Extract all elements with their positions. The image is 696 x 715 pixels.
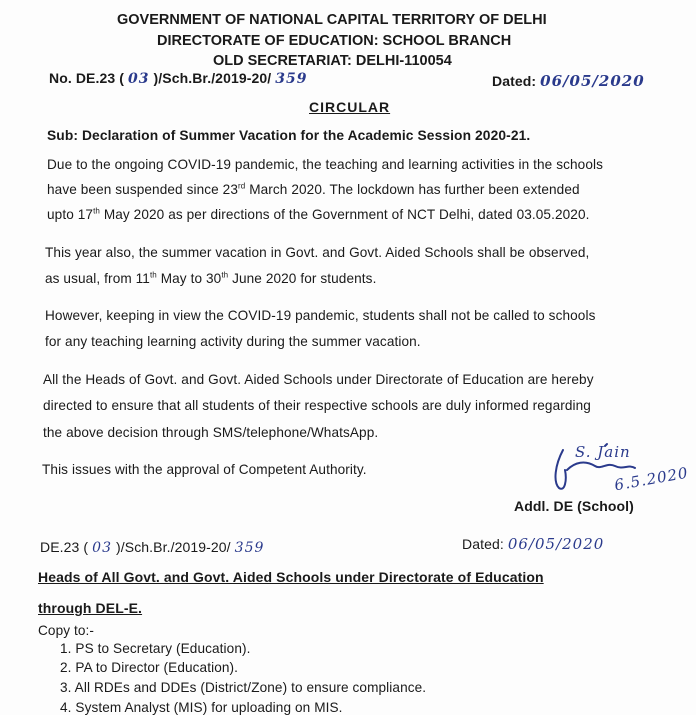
- para2-line1: This year also, the summer vacation in Govt. and Govt. Aided Schools shall be observed,: [45, 245, 590, 260]
- signature-date: 6.5.2020: [613, 463, 690, 495]
- copy-to-item: 1. PS to Secretary (Education).: [60, 641, 251, 656]
- para3-line2: for any teaching learning activity during the summer vacation.: [45, 334, 421, 349]
- reference-number-2: DE.23 ( 03 )/Sch.Br./2019-20/ 359: [40, 539, 265, 556]
- para4-line3: the above decision through SMS/telephone/WhatsApp.: [43, 425, 379, 440]
- ref-handwritten-serial: 359: [275, 71, 308, 87]
- para4-line2: directed to ensure that all students of their respective schools are duly informed regarding: [43, 398, 591, 413]
- para3-line1: However, keeping in view the COVID-19 pandemic, students shall not be called to schools: [45, 308, 596, 323]
- para2-line2: as usual, from 11th May to 30th June 2020 for students.: [45, 270, 377, 286]
- copy-to-item: 3. All RDEs and DDEs (District/Zone) to ensure compliance.: [60, 680, 427, 695]
- ref2-handwritten-serial: 359: [234, 540, 265, 556]
- copy-to-item: 2. PA to Director (Education).: [60, 660, 239, 675]
- approval-line: This issues with the approval of Competent Authority.: [42, 462, 367, 477]
- para1-line3: upto 17th May 2020 as per directions of the Government of NCT Delhi, dated 03.05.2020.: [47, 206, 590, 222]
- page-title: CIRCULAR: [309, 99, 391, 115]
- recipients-line2: through DEL-E.: [38, 600, 143, 616]
- recipients-line1: Heads of All Govt. and Govt. Aided Schools under Directorate of Education: [38, 569, 544, 585]
- para1-line1: Due to the ongoing COVID-19 pandemic, the teaching and learning activities in the schools: [47, 157, 604, 172]
- ref2-handwritten-date: 06/05/2020: [507, 535, 605, 553]
- reference-date: Dated: 06/05/2020: [492, 72, 645, 90]
- header-line-3: OLD SECRETARIAT: DELHI-110054: [213, 53, 452, 69]
- para1-line2: have been suspended since 23rd March 2020. The lockdown has further been extended: [47, 181, 580, 197]
- header-line-2: DIRECTORATE OF EDUCATION: SCHOOL BRANCH: [157, 33, 512, 49]
- signatory-designation: Addl. DE (School): [514, 498, 634, 514]
- copy-to-item: 4. System Analyst (MIS) for uploading on MIS.: [60, 700, 343, 715]
- reference-date-2: Dated: 06/05/2020: [462, 535, 605, 553]
- ref2-handwritten-number: 03: [92, 540, 112, 556]
- reference-number: No. DE.23 ( 03 )/Sch.Br./2019-20/ 359: [49, 70, 308, 87]
- para4-line1: All the Heads of Govt. and Govt. Aided Schools under Directorate of Education are hereby: [43, 372, 594, 387]
- header-line-1: GOVERNMENT OF NATIONAL CAPITAL TERRITORY OF DELHI: [117, 12, 547, 28]
- ref-handwritten-number: 03: [128, 71, 150, 87]
- subject-line: Sub: Declaration of Summer Vacation for the Academic Session 2020-21.: [47, 128, 531, 143]
- ref-handwritten-date: 06/05/2020: [540, 72, 645, 90]
- copy-to-label: Copy to:-: [38, 623, 95, 638]
- signature-text: S. Jain: [575, 443, 631, 461]
